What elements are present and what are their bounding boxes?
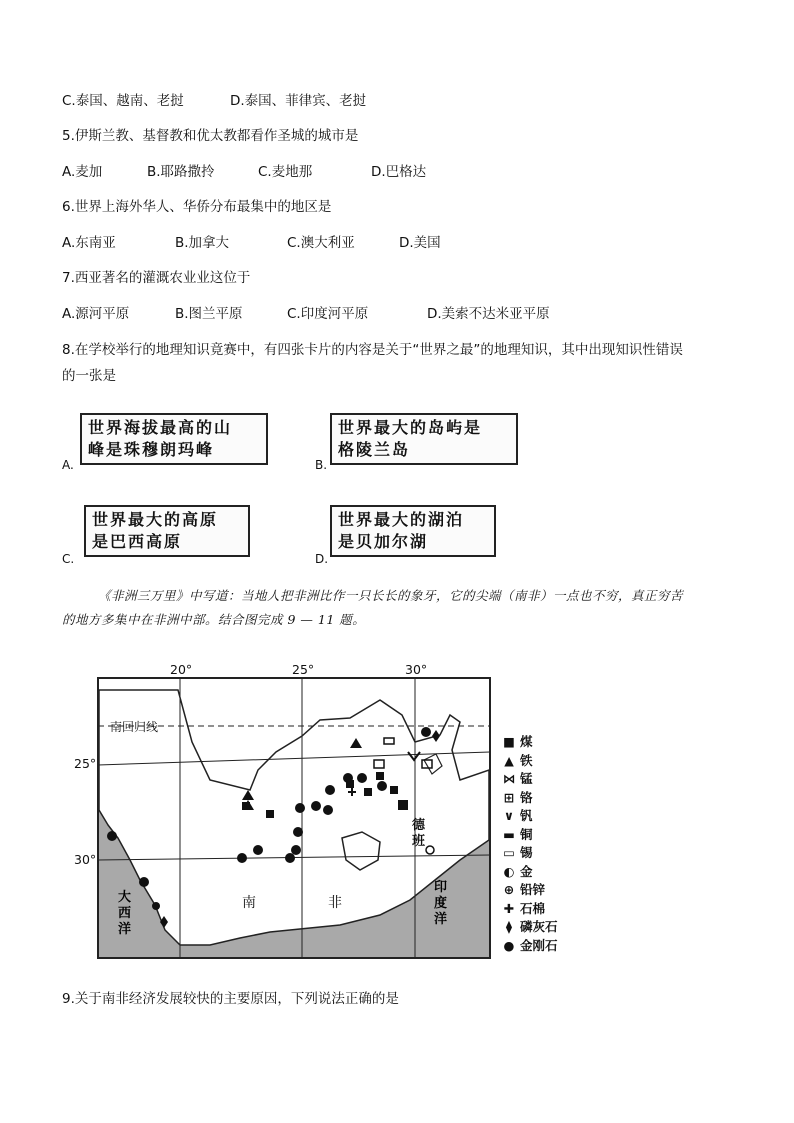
legend-chromium: ⊞ 铬 — [503, 789, 533, 805]
card-b-line1: 世界最大的岛屿是 — [338, 418, 483, 437]
q7-option-b: B.图兰平原 — [175, 306, 243, 322]
diamond-deposit — [139, 877, 149, 887]
asbestos-icon: ✚ — [503, 900, 515, 916]
card-b-line2: 格陵兰岛 — [338, 440, 411, 459]
q5-option-a: A.麦加 — [62, 164, 103, 180]
intro-line1: 《非洲三万里》中写道：当地人把非洲比作一只长长的象牙，它的尖端（南非）一点也不穷，真正穷苦 — [98, 588, 684, 603]
coal-deposit — [376, 772, 384, 780]
q5-stem: 5.伊斯兰教、基督教和优太教都看作圣城的城市是 — [62, 128, 359, 144]
card-d — [330, 505, 496, 557]
card-d-line2: 是贝加尔湖 — [338, 532, 429, 551]
diamond-deposit — [253, 845, 263, 855]
map-legend — [502, 732, 598, 956]
lon-label-30: 30° — [405, 662, 428, 677]
lat-label-30: 30° — [74, 852, 97, 867]
diamond-deposit — [291, 845, 301, 855]
legend-gold: ◐ 金 — [503, 863, 533, 879]
q6-option-b: B.加拿大 — [175, 235, 230, 251]
copper-icon: ▬ — [503, 826, 515, 842]
card-a — [80, 413, 268, 465]
card-c-letter: C. — [62, 552, 75, 566]
iron-icon: ▲ — [504, 752, 514, 768]
diamond-deposit — [285, 853, 295, 863]
card-c — [84, 505, 250, 557]
legend-coal: ■ 煤 — [503, 734, 533, 749]
gold-deposit — [421, 727, 431, 737]
city-durban-label: 德班 — [412, 818, 426, 849]
card-c-line2: 是巴西高原 — [92, 532, 183, 551]
card-b-letter: B. — [315, 458, 328, 472]
card-b — [330, 413, 518, 465]
q6-option-c: C.澳大利亚 — [287, 235, 355, 251]
indian-ocean-label: 印度洋 — [434, 880, 448, 927]
card-a-letter: A. — [62, 458, 74, 472]
diamond-icon: ● — [503, 937, 515, 953]
diamond-deposit — [107, 831, 117, 841]
q7-option-c: C.印度河平原 — [287, 306, 369, 322]
lon-label-20: 20° — [170, 662, 193, 677]
legend-copper: ▬ 铜 — [503, 826, 533, 842]
vanadium-icon: ∨ — [503, 808, 515, 823]
q6-option-a: A.东南亚 — [62, 235, 116, 251]
q8-stem-line1: 8.在学校举行的地理知识竟赛中，有四张卡片的内容是关于“世界之最”的地理知识，其中出现知识性错误 — [62, 342, 683, 358]
south-africa-map — [74, 660, 600, 960]
q6-stem: 6.世界上海外华人、华侨分布最集中的地区是 — [62, 199, 332, 215]
q5-option-b: B.耶路撒拎 — [147, 164, 215, 180]
diamond-deposit — [293, 827, 303, 837]
coal-deposit — [266, 810, 274, 818]
diamond-deposit — [152, 902, 160, 910]
country-label-1: 南 — [242, 895, 256, 911]
lat-label-25: 25° — [74, 756, 97, 771]
gold-deposit — [357, 773, 367, 783]
gold-deposit — [325, 785, 335, 795]
q5-option-d: D.巴格达 — [371, 164, 427, 180]
q5-option-c: C.麦地那 — [258, 164, 313, 180]
lon-label-25: 25° — [292, 662, 315, 677]
q4-option-d: D.泰国、菲律宾、老挝 — [230, 93, 367, 109]
gold-icon: ◐ — [503, 863, 515, 879]
legend-phosphate: ⧫ 磷灰石 — [502, 917, 558, 935]
atlantic-label: 大西洋 — [118, 890, 132, 937]
legend-manganese: ⋈ 锰 — [502, 771, 533, 786]
q6-option-d: D.美国 — [399, 235, 441, 251]
q7-stem: 7.西亚著名的灌溉农业业这位于 — [62, 270, 251, 286]
legend-tin: ▭ 锡 — [503, 845, 533, 860]
diamond-deposit — [311, 801, 321, 811]
coal-deposit — [398, 800, 408, 810]
q7-option-d: D.美索不达米亚平原 — [427, 306, 550, 322]
legend-iron: ▲ 铁 — [502, 751, 533, 769]
phosphate-icon: ⧫ — [505, 919, 513, 934]
q7-option-a: A.源河平原 — [62, 306, 130, 322]
country-label-2: 非 — [328, 895, 342, 911]
diamond-deposit — [237, 853, 247, 863]
diamond-deposit — [295, 803, 305, 813]
legend-asbestos: ✚ 石棉 — [503, 900, 546, 916]
gold-deposit — [377, 781, 387, 791]
gold-deposit — [323, 805, 333, 815]
chromium-icon: ⊞ — [503, 789, 515, 805]
card-d-letter: D. — [315, 552, 329, 566]
legend-vanadium: ∨ 钒 — [503, 808, 533, 823]
lead-zinc-icon: ⊕ — [503, 882, 515, 897]
q4-option-c: C.泰国、越南、老挝 — [62, 93, 184, 109]
coal-deposit — [364, 788, 372, 796]
manganese-icon: ⋈ — [502, 771, 516, 786]
coal-icon: ■ — [503, 734, 515, 749]
card-a-line1: 世界海拔最高的山 — [88, 418, 233, 437]
tin-icon: ▭ — [503, 845, 515, 860]
tropic-label: 南回归线 — [110, 720, 159, 734]
q9-stem: 9.关于南非经济发展较快的主要原因，下列说法正确的是 — [62, 991, 399, 1007]
card-d-line1: 世界最大的湖泊 — [338, 510, 465, 529]
intro-line2: 的地方多集中在非洲中部。结合图完成 9 — 11 题。 — [62, 612, 366, 627]
gold-deposit — [343, 773, 353, 783]
card-a-line2: 峰是珠穆朗玛峰 — [88, 440, 215, 459]
legend-lead-zinc: ⊕ 铅锌 — [503, 882, 546, 897]
coal-deposit — [390, 786, 398, 794]
card-c-line1: 世界最大的高原 — [92, 510, 219, 529]
legend-diamond: ● 金刚石 — [503, 937, 558, 953]
q8-stem-line2: 的一张是 — [62, 368, 116, 384]
